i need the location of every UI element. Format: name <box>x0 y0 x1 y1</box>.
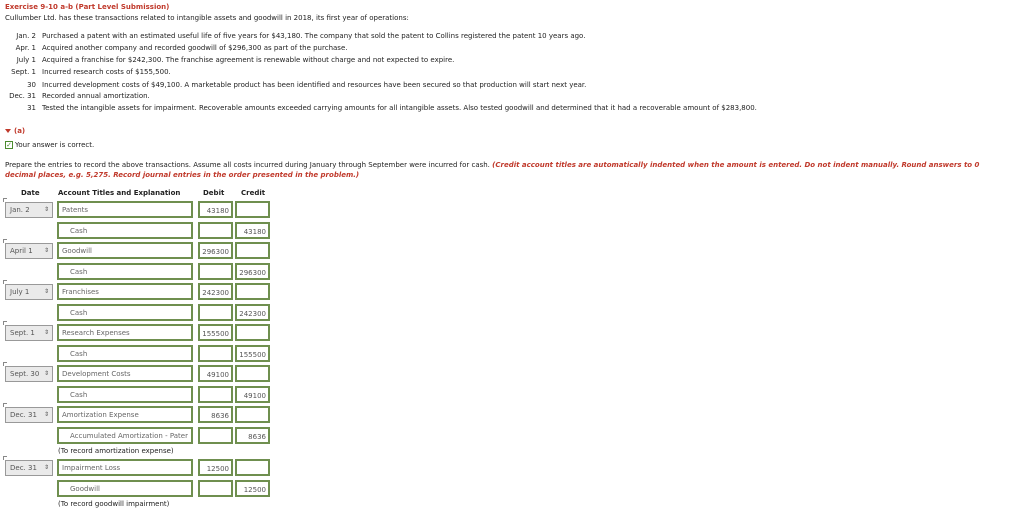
header-account: Account Titles and Explanation <box>58 189 181 197</box>
credit-amount-input[interactable]: 296300 <box>235 263 270 280</box>
credit-amount-input[interactable]: 43180 <box>235 222 270 239</box>
transaction-text: Acquired another company and recorded goodwill of $296,300 as part of the purchase. <box>42 44 348 52</box>
debit-account-input[interactable]: Franchises <box>57 283 193 300</box>
header-debit: Debit <box>203 189 225 197</box>
transaction-date: Apr. 1 <box>15 44 36 52</box>
select-arrows-icon: ⇕ <box>43 206 49 213</box>
credit-amount-input[interactable] <box>235 365 270 382</box>
transaction-date: Dec. 31 <box>9 92 36 100</box>
debit-amount-input[interactable]: 8636 <box>198 406 233 423</box>
debit-amount-input[interactable]: 242300 <box>198 283 233 300</box>
debit-amount-input[interactable] <box>198 304 233 321</box>
credit-account-input[interactable]: Goodwill <box>57 480 193 497</box>
credit-account-input[interactable]: Cash <box>57 304 193 321</box>
date-select[interactable]: Dec. 31 ⇕ <box>5 460 53 476</box>
debit-account-input[interactable]: Development Costs <box>57 365 193 382</box>
select-arrows-icon: ⇕ <box>43 329 49 336</box>
credit-amount-input[interactable] <box>235 406 270 423</box>
select-arrows-icon: ⇕ <box>43 411 49 418</box>
credit-amount-input[interactable] <box>235 242 270 259</box>
transaction-line <box>5 32 585 40</box>
credit-amount-input[interactable] <box>235 201 270 218</box>
select-arrows-icon: ⇕ <box>43 370 49 377</box>
credit-amount-input[interactable]: 242300 <box>235 304 270 321</box>
part-a-toggle[interactable] <box>5 127 25 135</box>
transaction-date: Sept. 1 <box>11 68 36 76</box>
status-text: Your answer is correct. <box>15 141 95 149</box>
answer-status <box>5 141 94 149</box>
transaction-line <box>5 92 150 100</box>
debit-account-input[interactable]: Research Expenses <box>57 324 193 341</box>
credit-amount-input[interactable] <box>235 283 270 300</box>
entry-explanation: (To record amortization expense) <box>58 447 174 455</box>
debit-amount-input[interactable] <box>198 480 233 497</box>
date-select[interactable]: Dec. 31 ⇕ <box>5 407 53 423</box>
credit-amount-input[interactable]: 49100 <box>235 386 270 403</box>
transaction-line <box>5 44 347 52</box>
debit-amount-input[interactable]: 12500 <box>198 459 233 476</box>
debit-account-input[interactable]: Goodwill <box>57 242 193 259</box>
debit-amount-input[interactable] <box>198 263 233 280</box>
transaction-date: 30 <box>27 81 36 89</box>
part-label: (a) <box>14 127 26 135</box>
debit-account-input[interactable]: Amortization Expense <box>57 406 193 423</box>
debit-account-input[interactable]: Patents <box>57 201 193 218</box>
instructions-note: (Credit account titles are automatically indented when the amount is entered. Do not indent manually. Round answers to 0 decimal places, e.g. 5,275. Record journal entries in the order presented in the problem.) <box>5 161 980 179</box>
debit-amount-input[interactable] <box>198 345 233 362</box>
instructions-text: Prepare the entries to record the above transactions. Assume all costs incurred during January through September were incurred for cash. <box>5 161 490 169</box>
date-select[interactable]: Sept. 30 ⇕ <box>5 366 53 382</box>
date-select[interactable]: Jan. 2 ⇕ <box>5 202 53 218</box>
transaction-text: Incurred research costs of $155,500. <box>42 68 171 76</box>
credit-account-input[interactable]: Cash <box>57 263 193 280</box>
transaction-date: 31 <box>27 104 36 112</box>
debit-amount-input[interactable] <box>198 427 233 444</box>
collapse-triangle-icon <box>5 129 11 133</box>
transaction-text: Incurred development costs of $49,100. A marketable product has been identified and resources have been secured so that production will start next year. <box>42 81 587 89</box>
debit-amount-input[interactable]: 43180 <box>198 201 233 218</box>
credit-account-input[interactable]: Cash <box>57 222 193 239</box>
transaction-line <box>5 56 454 64</box>
transaction-line <box>5 81 586 89</box>
debit-amount-input[interactable]: 155500 <box>198 324 233 341</box>
transaction-line <box>5 104 757 112</box>
select-arrows-icon: ⇕ <box>43 288 49 295</box>
transaction-line <box>5 68 171 76</box>
debit-amount-input[interactable] <box>198 386 233 403</box>
entry-explanation: (To record goodwill impairment) <box>58 500 170 508</box>
select-arrows-icon: ⇕ <box>43 464 49 471</box>
date-select[interactable]: Sept. 1 ⇕ <box>5 325 53 341</box>
instructions <box>5 160 990 180</box>
credit-amount-input[interactable]: 8636 <box>235 427 270 444</box>
header-date: Date <box>21 189 40 197</box>
date-select[interactable]: April 1 ⇕ <box>5 243 53 259</box>
credit-amount-input[interactable] <box>235 324 270 341</box>
exercise-intro: Cullumber Ltd. has these transactions related to intangible assets and goodwill in 2018, its first year of operations: <box>5 14 409 22</box>
credit-account-input[interactable]: Accumulated Amortization - Pater <box>57 427 193 444</box>
credit-amount-input[interactable]: 155500 <box>235 345 270 362</box>
debit-amount-input[interactable]: 49100 <box>198 365 233 382</box>
debit-account-input[interactable]: Impairment Loss <box>57 459 193 476</box>
credit-amount-input[interactable] <box>235 459 270 476</box>
transaction-text: Acquired a franchise for $242,300. The franchise agreement is renewable without charge and not expected to expire. <box>42 56 455 64</box>
transaction-text: Recorded annual amortization. <box>42 92 150 100</box>
transaction-text: Tested the intangible assets for impairment. Recoverable amounts exceeded carrying amounts for all intangible assets. Also tested goodwill and determined that it had a recoverable amount of $283,800. <box>42 104 757 112</box>
checkmark-icon: ✓ <box>6 141 12 149</box>
header-credit: Credit <box>241 189 266 197</box>
transaction-date: Jan. 2 <box>16 32 36 40</box>
debit-amount-input[interactable] <box>198 222 233 239</box>
transaction-text: Purchased a patent with an estimated useful life of five years for $43,180. The company that sold the patent to Collins registered the patent 10 years ago. <box>42 32 586 40</box>
date-select[interactable]: July 1 ⇕ <box>5 284 53 300</box>
credit-account-input[interactable]: Cash <box>57 386 193 403</box>
exercise-title: Exercise 9-10 a-b (Part Level Submission) <box>5 3 170 11</box>
transaction-date: July 1 <box>16 56 36 64</box>
debit-amount-input[interactable]: 296300 <box>198 242 233 259</box>
credit-account-input[interactable]: Cash <box>57 345 193 362</box>
select-arrows-icon: ⇕ <box>43 247 49 254</box>
credit-amount-input[interactable]: 12500 <box>235 480 270 497</box>
